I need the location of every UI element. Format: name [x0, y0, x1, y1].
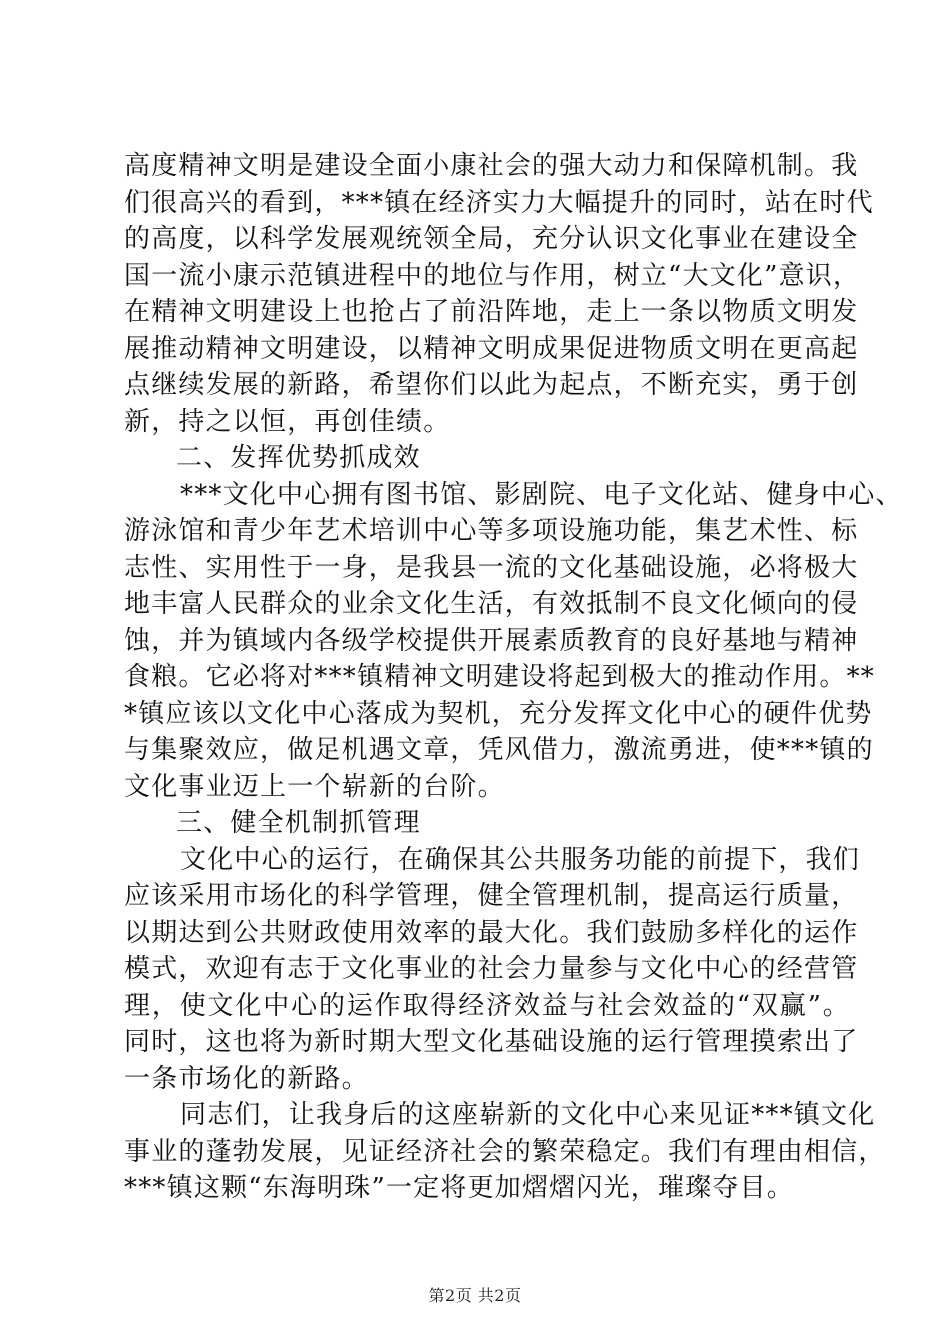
text-line: 三、健全机制抓管理 — [176, 808, 421, 838]
text-line: 地丰富人民群众的业余文化生活，有效抵制不良文化倾向的侵 — [124, 589, 859, 619]
text-line: 理，使文化中心的运作取得经济效益与社会效益的“双赢”。 — [124, 990, 850, 1021]
text-line: 同志们，让我身后的这座崭新的文化中心来见证***镇文化 — [180, 1100, 876, 1130]
text-line: 点继续发展的新路，希望你们以此为起点，不断充实，勇于创 — [124, 370, 859, 400]
text-line: 国一流小康示范镇进程中的地位与作用，树立“大文化”意识， — [124, 260, 861, 291]
text-line: 蚀，并为镇域内各级学校提供开展素质教育的良好基地与精神 — [124, 625, 859, 656]
text-line: 食粮。它必将对***镇精神文明建设将起到极大的推动作用。** — [124, 662, 876, 692]
text-line: ***文化中心拥有图书馆、影剧院、电子文化站、健身中心、 — [180, 479, 903, 510]
text-line: 与集聚效应，做足机遇文章，凭风借力，激流勇进，使***镇的 — [124, 735, 874, 765]
text-line: ***镇这颗“东海明珠”一定将更加熠熠闪光，璀璨夺目。 — [124, 1173, 794, 1203]
page-number-label: 第2页 共2页 — [428, 1286, 522, 1305]
text-line: *镇应该以文化中心落成为契机，充分发挥文化中心的硬件优势 — [124, 698, 873, 729]
text-line: 志性、实用性于一身，是我县一流的文化基础设施，必将极大 — [124, 552, 859, 583]
text-line: 一条市场化的新路。 — [124, 1063, 369, 1094]
text-line: 文化中心的运行，在确保其公共服务功能的前提下，我们 — [180, 844, 861, 875]
text-line: 新，持之以恒，再创佳绩。 — [124, 406, 451, 437]
document-body — [124, 148, 903, 1207]
text-line: 展推动精神文明建设，以精神文明成果促进物质文明在更高起 — [124, 333, 859, 364]
text-line: 二、发挥优势抓成效 — [176, 443, 421, 473]
text-line: 文化事业迈上一个崭新的台阶。 — [124, 771, 505, 802]
text-line: 同时，这也将为新时期大型文化基础设施的运行管理摸索出了 — [124, 1027, 859, 1057]
text-line: 模式，欢迎有志于文化事业的社会力量参与文化中心的经营管 — [124, 954, 859, 984]
page-footer — [0, 1283, 950, 1306]
text-line: 的高度，以科学发展观统领全局，充分认识文化事业在建设全 — [124, 224, 859, 254]
text-line: 们很高兴的看到，***镇在经济实力大幅提升的同时，站在时代 — [124, 187, 874, 218]
text-line: 高度精神文明是建设全面小康社会的强大动力和保障机制。我 — [124, 151, 859, 181]
text-line: 在精神文明建设上也抢占了前沿阵地，走上一条以物质文明发 — [124, 297, 859, 327]
text-line: 应该采用市场化的科学管理，健全管理机制，提高运行质量， — [124, 881, 859, 911]
text-line: 游泳馆和青少年艺术培训中心等多项设施功能，集艺术性、标 — [124, 516, 859, 546]
text-line: 以期达到公共财政使用效率的最大化。我们鼓励多样化的运作 — [124, 917, 859, 948]
text-line: 事业的蓬勃发展，见证经济社会的繁荣稳定。我们有理由相信， — [124, 1136, 886, 1167]
